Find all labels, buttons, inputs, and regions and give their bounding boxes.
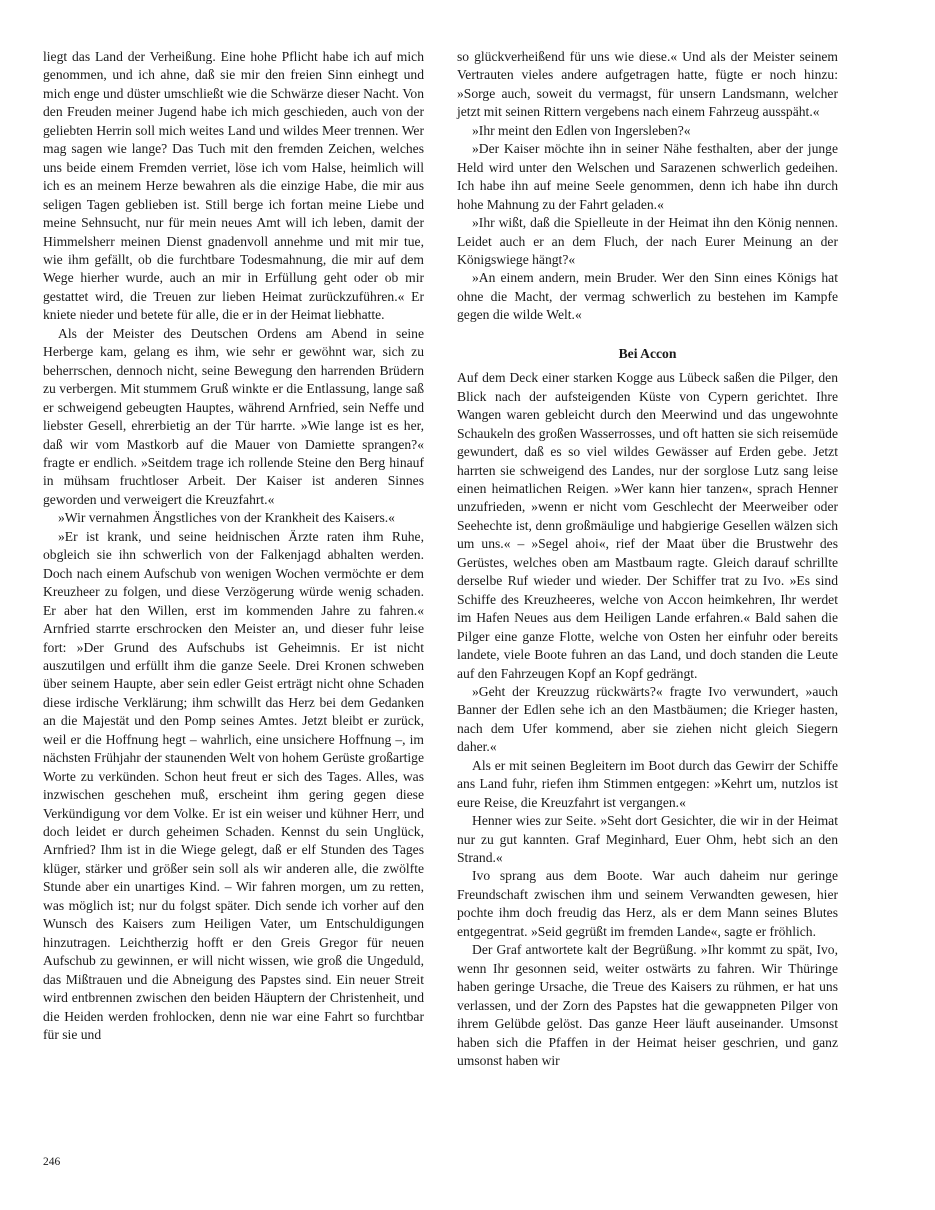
section-heading: Bei Accon <box>618 345 677 361</box>
paragraph: Der Graf antwortete kalt der Begrüßung. »Ihr kommt zu spät, Ivo, wenn Ihr gesonnen seid, weiter ostwärts zu fahren. Wir Thüringe haben geringe Ursache, die Treue des Kaisers zu rühmen, er hat uns verlassen, und der Zorn des Papstes hat die gewappneten Pilger von ihrem Gelübde gelöst. Das ganze Heer läuft auseinander. Umsonst haben sich die Pfaffen in der Heimat heiser geschrien, und ganz umsonst haben wir <box>457 942 838 1069</box>
left-column <box>43 48 424 1044</box>
paragraph: so glückverheißend für uns wie diese.« Und als der Meister seinem Vertrauten vieles andere aufgetragen hatte, fügte er noch hinzu: »Sorge auch, soweit du vermagst, für unsern Landsmann, welcher jetzt mit seinen Rittern vergebens nach einem Fahrzeug ausspäht.« <box>457 49 838 120</box>
paragraph: »Der Kaiser möchte ihn in seiner Nähe festhalten, aber der junge Held wird unter den Welschen und Sarazenen schwerlich gedeihen. Ich habe ihn auf meine Seele genommen, denn ich habe ihn durch hohe Mahnung zu der Fahrt geladen.« <box>457 141 838 212</box>
paragraph: Henner wies zur Seite. »Seht dort Gesichter, die wir in der Heimat nur zu gut kannten. Graf Meginhard, Euer Ohm, hebt sich an den Strand.« <box>457 813 838 866</box>
paragraph: »Ihr wißt, daß die Spielleute in der Heimat ihn den König nennen. Leidet auch er an dem Fluch, der nach Eurer Meinung an der Königswiege hängt?« <box>457 215 838 267</box>
paragraph: »Geht der Kreuzzug rückwärts?« fragte Ivo verwundert, »auch Banner der Edlen sehe ich an den Mastbäumen; die Krieger hasten, nach dem Ufer kommend, aber sie ziehen nicht gleich Siegern daher.« <box>457 683 838 755</box>
paragraph: »Er ist krank, und seine heidnischen Ärzte raten ihm Ruhe, obgleich sie ihn schwerlich von der Falkenjagd abhalten werden. Doch nach einem Aufschub von wenigen Wochen vermöchte er dem Kreuzheer zu folgen, und diese Verzögerung würde wenig schaden. Er aber hat den Willen, erst im kommenden Jahre zu fahren.« Arnfried starrte erschrocken den Meister an, und dieser fuhr leise fort: »Der Grund des Aufschubs ist Geheimnis. Er ist nicht auszutilgen und erfüllt ihm die ganze Seele. Drei Kronen schweben über seinem Haupte, aber sein edler Geist erträgt nicht ohne Schaden diese irdische Verklärung; ihm schwillt das Herz bei dem Gedanken an die Majestät und den Pomp seines Amtes. Jetzt bleibt er zurück, weil er die Hoffnung hegt – wahrlich, eine unsichere Hoffnung –, im nächsten Frühjahr der staunenden Welt von hohem Gerüste großartige Worte zu verkünden. Schon heut freut er sich des Tages. Alles, was inzwischen geschehen muß, erscheint ihm gering gegen diese Verkündigung vor dem Volke. Er ist ein weiser und kühner Herr, und doch leidet er durch geheimen Schaden. Kennst du sein Unglück, Arnfried? Ihm ist in die Wiege gelegt, daß er elf Stunden des Tages klüger, stärker und größer sein soll als wir anderen alle, die zwölfte Stunde aber ein unartiges Kind. – Wir fahren morgen, um zu retten, was möglich ist; nur du folgst später. Dich sende ich vorher auf den Wunsch des Kaisers zum Heiligen Vater, um Entschuldigungen hinzutragen. Leichtherzig hofft er den Greis Gregor für neuen Aufschub zu gewinnen, er will nicht wissen, wie groß die Ungeduld, das Mißtrauen und die Abneigung des Papstes sind. Ein neuer Streit wird entbrennen zwischen den beiden Häuptern der Christenheit, und die Heiden werden frohlocken, denn nie war eine Fahrt so furchtbar für sie und <box>43 528 424 1043</box>
paragraph: liegt das Land der Verheißung. Eine hohe Pflicht habe ich auf mich genommen, und ich ahne, daß sie mir den freien Sinn einhegt und mich enge und düster umschließt wie die Schwärze dieser Nacht. Von den Freuden meiner Jugend habe ich mich geschieden, auch von der geliebten Herrin soll mich weites Land und wildes Meer trennen. Wer mag sagen wie lange? Das Tuch mit den fremden Zeichen, welches uns beide einem Fremden verriet, löse ich vom Halse, heimlich will ich es an meinem Herze bewahren als die einzige Habe, die mir aus seligen Tagen geblieben ist. Still berge ich fortan meine Liebe und meine Sehnsucht, nur für mein neues Amt will ich leben, damit der Himmelsherr meinen Dienst gnadenvoll annehme und mit mir tue, wie ihm gefällt, ob die furchtbare Todesmahnung, die mir auf dem Wege hierher wurde, auch an mir in Erfüllung geht oder ob mir gestattet wird, die Treuen zur lieben Heimat zurückzuführen.« Er kniete nieder und betete für alle, die er in der Heimat liebhatte. <box>43 49 424 323</box>
paragraph: Ivo sprang aus dem Boote. War auch daheim nur geringe Freundschaft zwischen ihm und seinem Verwandten gewesen, hier pochte ihm doch freudig das Herz, als er dem Mann seines Blutes entgegentrat. »Seid gegrüßt im fremden Lande«, sagte er fröhlich. <box>457 868 838 939</box>
page-number: 246 <box>43 1156 61 1168</box>
paragraph: Als er mit seinen Begleitern im Boot durch das Gewirr der Schiffe ans Land fuhr, riefen ihm Stimmen entgegen: »Kehrt um, nutzlos ist eure Reise, die Kreuzfahrt ist vergangen.« <box>457 757 838 810</box>
paragraph: Auf dem Deck einer starken Kogge aus Lübeck saßen die Pilger, den Blick nach der aufsteigenden Küste von Cypern gerichtet. Ihre Wangen waren gebleicht durch den Meerwind und das ungewohnte Schaukeln des großen Wasserrosses, und oft hatten sie sich reisemüde gewundert, daß es so viel wildes Gewässer auf Erden gebe. Jetzt harrten sie schweigend des Landes, nur der sorglose Lutz sang leise einen heimatlichen Reigen. »Wer kann hier tanzen«, sprach Henner unzufrieden, »wenn er nicht vom Geschlecht der Meerweiber oder Seehechte ist, denn großmäulige und habgierige Gesellen wälzen sich um uns.« – »Segel ahoi«, rief der Maat über die Brustwehr des Gerüstes, welches oben am Mastbaum ragte. Gleich darauf schrillte derselbe Ruf wieder und wieder. Der Schiffer trat zu Ivo. »Es sind Schiffe des Kreuzheeres, welche von Accon heimkehren, Ihr werdet im Hafen Neues aus dem Heiligen Lande erfahren.« Bald sahen die Pilger eine ganze Flotte, welche von Osten her einfuhr oder bereits landete, viele Boote fuhren an das Land, und doch standen die Leute auf den Fahrzeugen Kopf an Kopf gedrängt. <box>457 370 838 681</box>
paragraph: Als der Meister des Deutschen Ordens am Abend in seine Herberge kam, gelang es ihm, wie sehr er gewöhnt war, sich zu beherrschen, dennoch nicht, seine Bewegung den harrenden Brüdern zu verbergen. Mit stummem Gruß winkte er die Entlassung, lange saß er schweigend gebeugten Hauptes, während Arnfried, sein Neffe und liebster Gesell, ehrerbietig an der Tür harrte. »Wie lange ist es her, daß wir vom Mastkorb auf die Mauer von Damiette sprangen?« fragte er endlich. »Seitdem trage ich rollende Steine den Berg hinauf in mühsam fruchtloser Arbeit. Der Kaiser ist anderen Sinnes geworden und verweigert die Kreuzfahrt.« <box>43 325 424 507</box>
paragraph: »Wir vernahmen Ängstliches von der Krankheit des Kaisers.« <box>58 510 395 526</box>
paragraph: »An einem andern, mein Bruder. Wer den Sinn eines Königs hat ohne die Macht, der vermag schwerlich zu bestehen im Kampfe gegen die wilde Welt.« <box>457 270 838 323</box>
spacer <box>457 325 838 345</box>
right-column <box>457 48 838 1070</box>
paragraph: »Ihr meint den Edlen von Ingersleben?« <box>472 122 691 138</box>
